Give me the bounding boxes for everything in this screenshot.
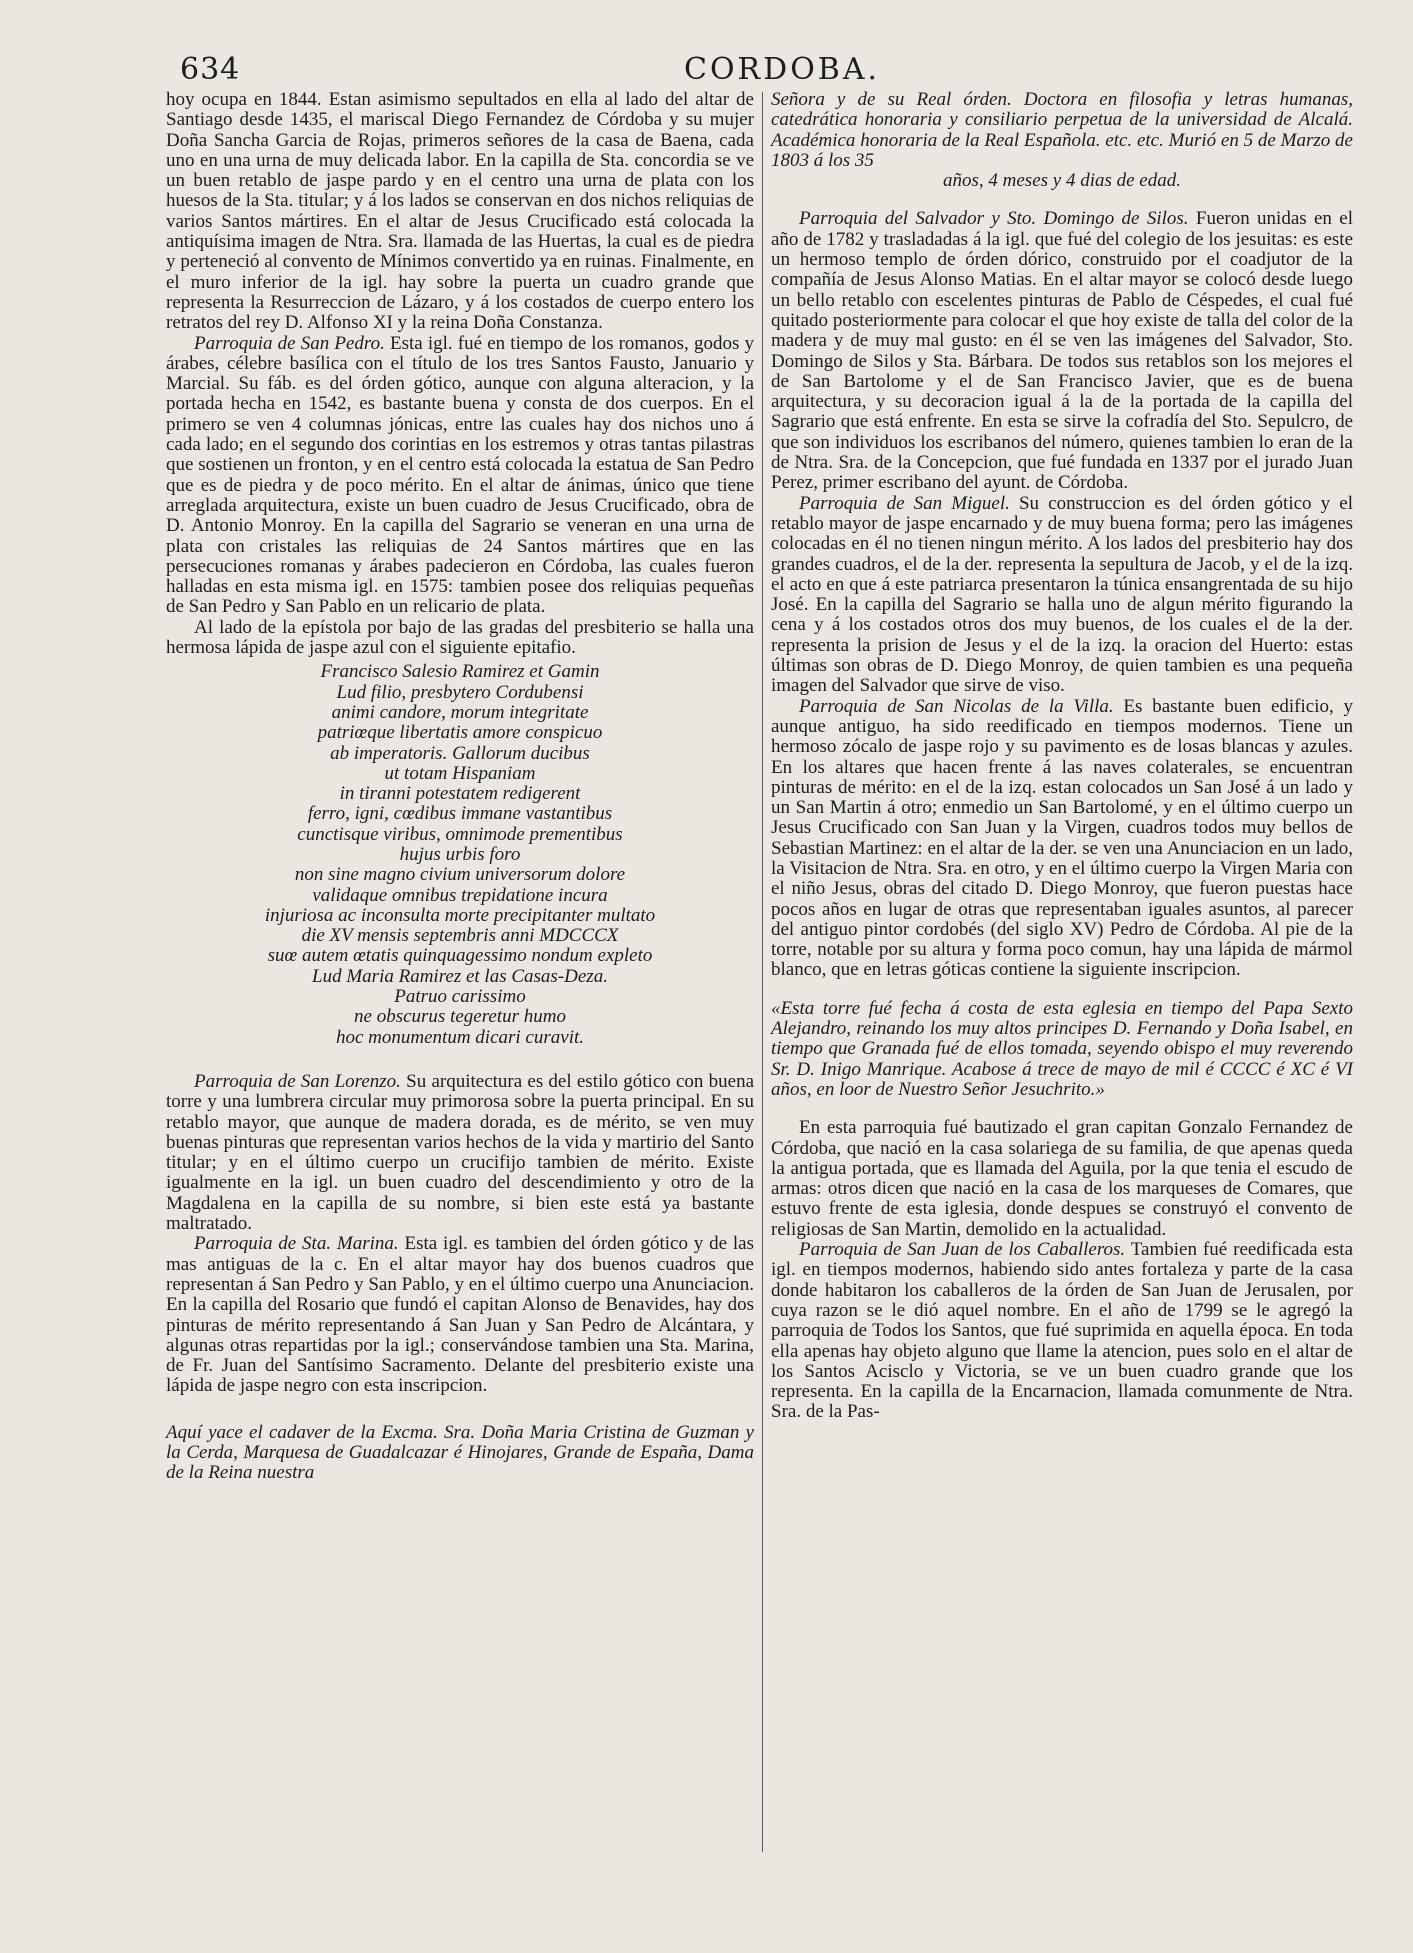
section-heading: Parroquia de San Nicolas de la Villa. (799, 695, 1114, 717)
paragraph-text: Su construccion es del órden gótico y el retablo mayor de jaspe encarnado y de muy buena forma; pero las imágenes colocadas en él no tienen ningun mérito. A los lados del presbiterio hay dos grandes cuadros, el de la der. representa la sepultura de Jacob, y el de la izq. el acto en que á este patriarca presentaron la túnica ensangrentada de su hijo José. En la capilla del Sagrario se halla uno de algun mérito figurando la cena y á los costados otros dos muy buenos, de los cuales el de la der. representa la prision de Jesus y el de la izq. la oracion del Huerto: estas últimas son obras de D. Diego Monroy, de quien tambien es una pequeña imagen del Salvador que sirve de viso. (771, 492, 1353, 697)
paragraph (771, 1240, 1353, 1423)
epitaph-line: cunctisque viribus, omnimode prementibus (297, 823, 623, 845)
paragraph-text: Fueron unidas en el año de 1782 y trasladadas á la igl. que fué del colegio de los jesuitas: es este un hermoso templo de órden dórico, construido por el coadjutor de la compañía de Jesus Alonso Matias. En el altar mayor se colocó desde luego un bello retablo con escelentes pinturas de Pablo de Céspedes, el cual fué quitado posteriormente para colocar el que hoy existe de talla del color de la madera y de muy mal gusto: en él se ven las imágenes del Salvador, Sto. Domingo de Silos y Sta. Bárbara. De todos sus retablos son los mejores el de San Bartolome y el de San Francisco Javier, que es de buena arquitectura, y su decoracion igual á la de la portada de la capilla del Sagrario que está enfrente. En esta se sirve la cofradía del Sto. Sepulcro, de que son individuos los escribanos del número, quienes tambien lo eran de la de Ntra. Sra. de la Concepcion, que fué fundada en 1337 por el jurado Juan Perez, primer escribano del ayunt. de Córdoba. (771, 208, 1353, 494)
epitaph-line: Lud Maria Ramirez et las Casas-Deza. (312, 965, 608, 987)
epitaph-line: hujus urbis foro (399, 843, 521, 865)
epitaph-line: Francisco Salesio Ramirez et Gamin (320, 661, 600, 683)
inscription: «Esta torre fué fecha á costa de esta eglesia en tiempo del Papa Sexto Alejandro, reinando los muy altos principes D. Fernando y Doña Isabel, en tiempo que Granada fué de ellos tomada, seyendo obispo el muy reverendo Sr. D. Inigo Manrique. Acabose á trece de mayo de mil é CCCC é XC é VI años, en loor de Nuestro Señor Jesuchrito.» (771, 997, 1353, 1100)
paragraph: hoy ocupa en 1844. Estan asimismo sepultados en ella al lado del altar de Santiago desde 1435, el mariscal Diego Fernandez de Córdoba y su mujer Doña Sancha Garcia de Rojas, primeros señores de la casa de Baena, cada uno en una urna de muy delicada labor. En la capilla de Sta. concordia se ve un buen retablo de jaspe pardo y en el centro una urna de plata con los huesos de la Sta. titular; y á los lados se conservan en dos nichos reliquias de varios Santos mártires. En el altar de Jesus Crucificado está colocada la antiquísima imagen de Ntra. Sra. llamada de las Huertas, la cual es de piedra y perteneció al convento de Mínimos convertido ya en ruinas. Finalmente, en el muro inferior de la igl. hay sobre la puerta un cuadro grande que representa la Resurreccion de Lázaro, y á los costados de cuerpo entero los retratos del rey D. Alfonso XI y la reina Doña Constanza. (166, 89, 754, 334)
epitaph-line: validaque omnibus trepidatione incura (312, 884, 608, 906)
spacer (771, 1100, 1353, 1118)
spacer (771, 191, 1353, 209)
paragraph: En esta parroquia fué bautizado el gran capitan Gonzalo Fernandez de Córdoba, que nació en la casa solariega de su familia, de que apenas queda la antigua portada, que es llamada del Aguila, por la que tenia el escudo de armas: otros dicen que nació en la casa de los marqueses de Comares, que estuvo frente de esta iglesia, donde despues se construyó el convento de religiosas de San Martin, demolido en la actualidad. (771, 1117, 1353, 1240)
paragraph-text: Es bastante buen edificio, y aunque antiguo, ha sido reedificado en tiempos modernos. Tiene un hermoso zócalo de jaspe rojo y su pavimento es de losas blancas y azules. En los altares que hacen frente á las naves colaterales, se encuentran pinturas de mérito: en el de la izq. estan colocados un San José á un lado y un San Martin á otro; enmedio un San Bartolomé, y en el último cuerpo un Jesus Crucificado con San Juan y la Virgen, cuadros todos muy bellos de Sebastian Martinez: en el altar de la der. se ven una Anunciacion en un lado, la Visitacion de Ntra. Sra. en otro, y en el último cuerpo la Virgen Maria con el niño Jesus, obras del citado D. Diego Monroy, que fueron puestas hace pocos años en lugar de otras que representaban iguales asuntos, al parecer del antiguo pintor cordobés (del siglo XV) Pedro de Córdoba. Al pie de la torre, notable por su altura y forma poco comun, hay una lápida de mármol blanco, que en letras góticas contiene la siguiente inscripcion. (771, 695, 1354, 981)
inscription: Aquí yace el cadaver de la Excma. Sra. Doña Maria Cristina de Guzman y la Cerda, Marquesa de Guadalcazar é Hinojares, Grande de España, Dama de la Reina nuestra (166, 1421, 754, 1484)
epitaph (166, 662, 754, 1048)
paragraph (166, 1072, 754, 1234)
epitaph-line: animi candore, morum integritate (331, 701, 589, 723)
paragraph-text: Esta igl. fué en tiempo de los romanos, godos y árabes, célebre basílica con el título de los tres Santos Fausto, Januario y Marcial. Su fáb. es del órden gótico, aunque con alguna alteracion, y la portada hecha en 1542, es bastante buena y consta de dos cuerpos. En el primero se ven 4 columnas jónicas, entre las cuales hay dos nichos uno á cada lado; en el segundo dos corintias en los estremos y otras tantas pilastras que sostienen un fronton, y en el centro está colocada la estatua de San Pedro que es de piedra y de poco mérito. En el altar de ánimas, único que tiene arreglada arquitectura, existe un buen cuadro de Jesus Crucificado, obra de D. Antonio Monroy. En la capilla del Sagrario se veneran en una urna de plata con cristales las reliquias de 24 Santos mártires que en las persecuciones romanas y árabes padecieron en Córdoba, las cuales fueron halladas en esta misma igl. en 1575: tambien posee dos reliquias pequeñas de San Pedro y San Pablo en un relicario de plata. (166, 332, 754, 618)
column-divider (762, 92, 763, 1852)
epitaph-line: ne obscurus tegeretur humo (354, 1006, 566, 1028)
section-heading: Parroquia del Salvador y Sto. Domingo de Silos. (799, 208, 1189, 230)
section-heading: Parroquia de Sta. Marina. (194, 1233, 399, 1255)
page-number: 634 (180, 52, 241, 87)
epitaph-line: injuriosa ac inconsulta morte precipitanter multato (264, 904, 656, 926)
spacer (771, 981, 1353, 999)
epitaph-line: patriœque libertatis amore conspicuo (317, 722, 603, 744)
epitaph-line: ab imperatoris. Gallorum ducibus (330, 742, 590, 764)
section-heading: Parroquia de San Miguel. (799, 492, 1010, 514)
left-column (166, 90, 754, 1484)
section-heading: Parroquia de San Pedro. (194, 332, 385, 354)
epitaph-line: ut totam Hispaniam (384, 762, 536, 784)
paragraph (771, 494, 1353, 697)
epitaph-line: die XV mensis septembris anni MDCCCX (301, 925, 619, 947)
paragraph (771, 697, 1353, 981)
spacer (166, 1397, 754, 1423)
epitaph-line: non sine magno civium universorum dolore (294, 864, 626, 886)
epitaph-line: ferro, igni, cœdibus immane vastantibus (307, 803, 613, 825)
running-head: CORDOBA. (684, 52, 881, 87)
paragraph-text: Tambien fué reedificada esta igl. en tiempos modernos, habiendo sido antes fortaleza y parte de la casa donde habitaron los caballeros de la órden de San Juan de Jerusalen, por cuya razon se le dió aquel nombre. En el año de 1799 se le agregó la parroquia de Todos los Santos, que fué suprimida en aquella época. En toda ella apenas hay objeto alguno que llame la atencion, pues solo en el altar de los Santos Acisclo y Victoria, se ve un buen cuadro grande que los representa. En la capilla de la Encarnacion, llamada comunmente de Ntra. Sra. de la Pas- (771, 1239, 1353, 1423)
paragraph: Al lado de la epístola por bajo de las gradas del presbiterio se halla una hermosa lápida de jaspe azul con el siguiente epitafio. (166, 616, 754, 659)
epitaph-line: Lud filio, presbytero Cordubensi (336, 681, 584, 703)
inscription-continued: Señora y de su Real órden. Doctora en filosofia y letras humanas, catedrática honoraria y consiliario perpetua de la universidad de Alcalá. Académica honoraria de la Real Española. etc. etc. Murió en 5 de Marzo de 1803 á los 35 (771, 89, 1353, 171)
right-column (771, 90, 1353, 1423)
epitaph-line: in tiranni potestatem redigerent (339, 783, 581, 805)
inscription-end: años, 4 meses y 4 dias de edad. (943, 170, 1181, 192)
paragraph (771, 209, 1353, 493)
paragraph (166, 334, 754, 618)
page-header (0, 52, 1413, 92)
spacer (166, 1054, 754, 1072)
paragraph-text: Su arquitectura es del estilo gótico con buena torre y una lumbrera circular muy primorosa sobre la puerta principal. En su retablo mayor, que aunque de madera dorada, es de mérito, se ven muy buenas pinturas que representan varios hechos de la vida y martirio del Santo titular; y en el último cuerpo un crucifijo tambien de mérito. Existe igualmente en la igl. un buen cuadro del descendimiento y otro de la Magdalena en la capilla de su nombre, si bien este está ya bastante maltratado. (166, 1070, 755, 1235)
section-heading: Parroquia de San Juan de los Caballeros. (799, 1239, 1126, 1261)
epitaph-line: hoc monumentum dicari curavit. (335, 1026, 584, 1048)
epitaph-line: suœ autem œtatis quinquagessimo nondum expleto (267, 945, 653, 967)
paragraph (166, 1234, 754, 1396)
paragraph-text: Esta igl. es tambien del órden gótico y de las mas antiguas de la c. En el altar mayor hay dos buenos cuadros que representan á San Pedro y San Pablo, y en el último cuerpo una Anunciacion. En la capilla del Rosario que fundó el capitan Alonso de Benavides, hay dos pinturas de mérito representando á San Juan y San Pedro de Alcántara, y algunas otras repartidas por la igl.; conservándose tambien una Sta. Marina, de Fr. Juan del Santísimo Sacramento. Delante del presbiterio existe una lápida de jaspe negro con esta inscripcion. (166, 1233, 754, 1397)
section-heading: Parroquia de San Lorenzo. (194, 1070, 401, 1092)
epitaph-line: Patruo carissimo (394, 986, 526, 1008)
